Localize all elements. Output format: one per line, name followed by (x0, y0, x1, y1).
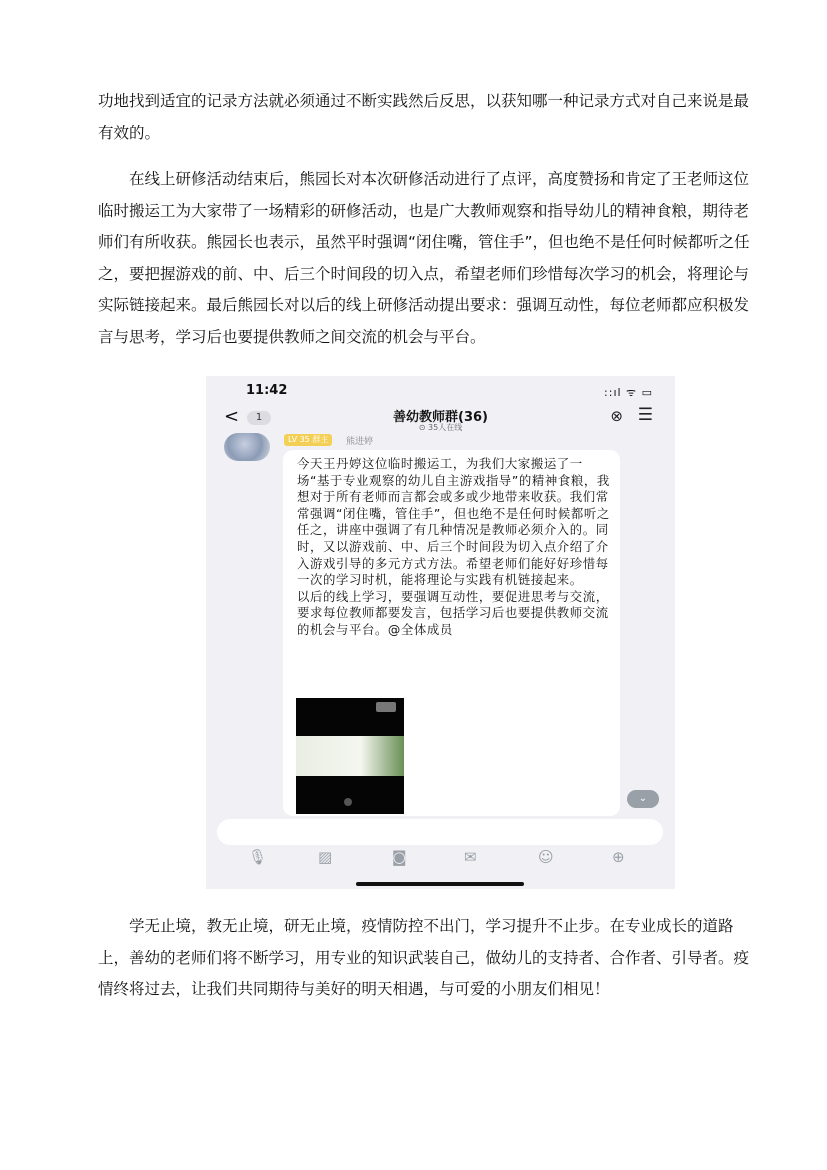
signal-wifi-battery-icon: ::ıl ᯤ ▭ (604, 386, 653, 399)
menu-icon[interactable]: ☰ (637, 405, 653, 425)
message-input[interactable] (217, 819, 663, 845)
home-indicator (356, 882, 524, 886)
group-link-icon[interactable]: ⊗ (610, 407, 623, 425)
image-icon[interactable]: ▨ (318, 848, 333, 866)
online-count: ⊙ 35人在线 (418, 423, 463, 432)
paragraph-conclusion: 学无止境，教无止境，研无止境，疫情防控不出门，学习提升不止步。在专业成长的道路上，善幼的老师们将不断学习，用专业的知识武装自己，做幼儿的支持者、合作者、引导者。疫情终将过去，让我们共同期待与美好的明天相遇，与可爱的小朋友们相见！ (98, 917, 750, 998)
camera-icon[interactable]: ◙ (392, 848, 407, 866)
status-bar (206, 376, 675, 406)
paragraph-review: 在线上研修活动结束后，熊园长对本次研修活动进行了点评，高度赞扬和肯定了王老师这位临时搬运工为大家带了一场精彩的研修活动，也是广大教师观察和指导幼儿的精神食粮，期待老师们有所收获。熊园长也表示，虽然平时强调“闭住嘴，管住手”，但也绝不是任何时候都听之任之，要把握游戏的前、中、后三个时间段的切入点，希望老师们珍惜每次学习的机会，将理论与实际链接起来。最后熊园长对以后的线上研修活动提出要求：强调互动性，每位老师都应积极发言与思考，学习后也要提供教师之间交流的机会与平台。 (98, 170, 750, 346)
group-title: 善幼教师群(36) (393, 410, 488, 425)
slide-preview (296, 736, 404, 776)
message-text: 今天王丹婷这位临时搬运工，为我们大家搬运了一场“基于专业观察的幼儿自主游戏指导”的精神食粮，我想对于所有老师而言都会或多或少地带来收获。我们常常强调“闭住嘴，管住手”，但也绝不是任何时候都听之任之，讲座中强调了有几种情况是教师必须介入的。同时，又以游戏前、中、后三个时间段为切入点介绍了介入游戏引导的多元方式方法。希望老师们能好好珍惜每一次的学习时机，能将理论与实践有机链接起来。 以后的线上学习，要强调互动性，要促进思考与交流，要求每位教师都要发言，包括学习后也要提供教师交流的机会与平台。@全体成员 (297, 456, 610, 637)
sender-name: 熊进婷 (346, 437, 374, 447)
emoji-icon[interactable]: ☺ (538, 848, 554, 866)
video-thumbnail[interactable] (296, 698, 404, 814)
scroll-down-icon[interactable]: ⌄ (627, 790, 659, 808)
play-indicator-icon (344, 798, 352, 806)
redpacket-icon[interactable]: ✉ (464, 848, 477, 866)
voice-icon[interactable]: 🎙 (248, 848, 268, 866)
unread-count-badge: 1 (247, 411, 271, 425)
paragraph-intro: 功地找到适宜的记录方法就必须通过不断实践然后反思，以获知哪一种记录方式对自己来说是最有效的。 (98, 92, 750, 142)
back-arrow-icon[interactable]: < (224, 406, 240, 427)
plus-icon[interactable]: ⊕ (612, 848, 625, 866)
chat-header (206, 404, 675, 436)
avatar[interactable] (224, 433, 270, 461)
chat-screenshot (206, 376, 675, 889)
status-time: 11:42 (246, 383, 288, 398)
level-badge: LV 35 群主 (284, 434, 332, 446)
input-toolbar (206, 846, 675, 870)
presenter-thumbnail (376, 702, 396, 712)
message-bubble (283, 450, 620, 816)
